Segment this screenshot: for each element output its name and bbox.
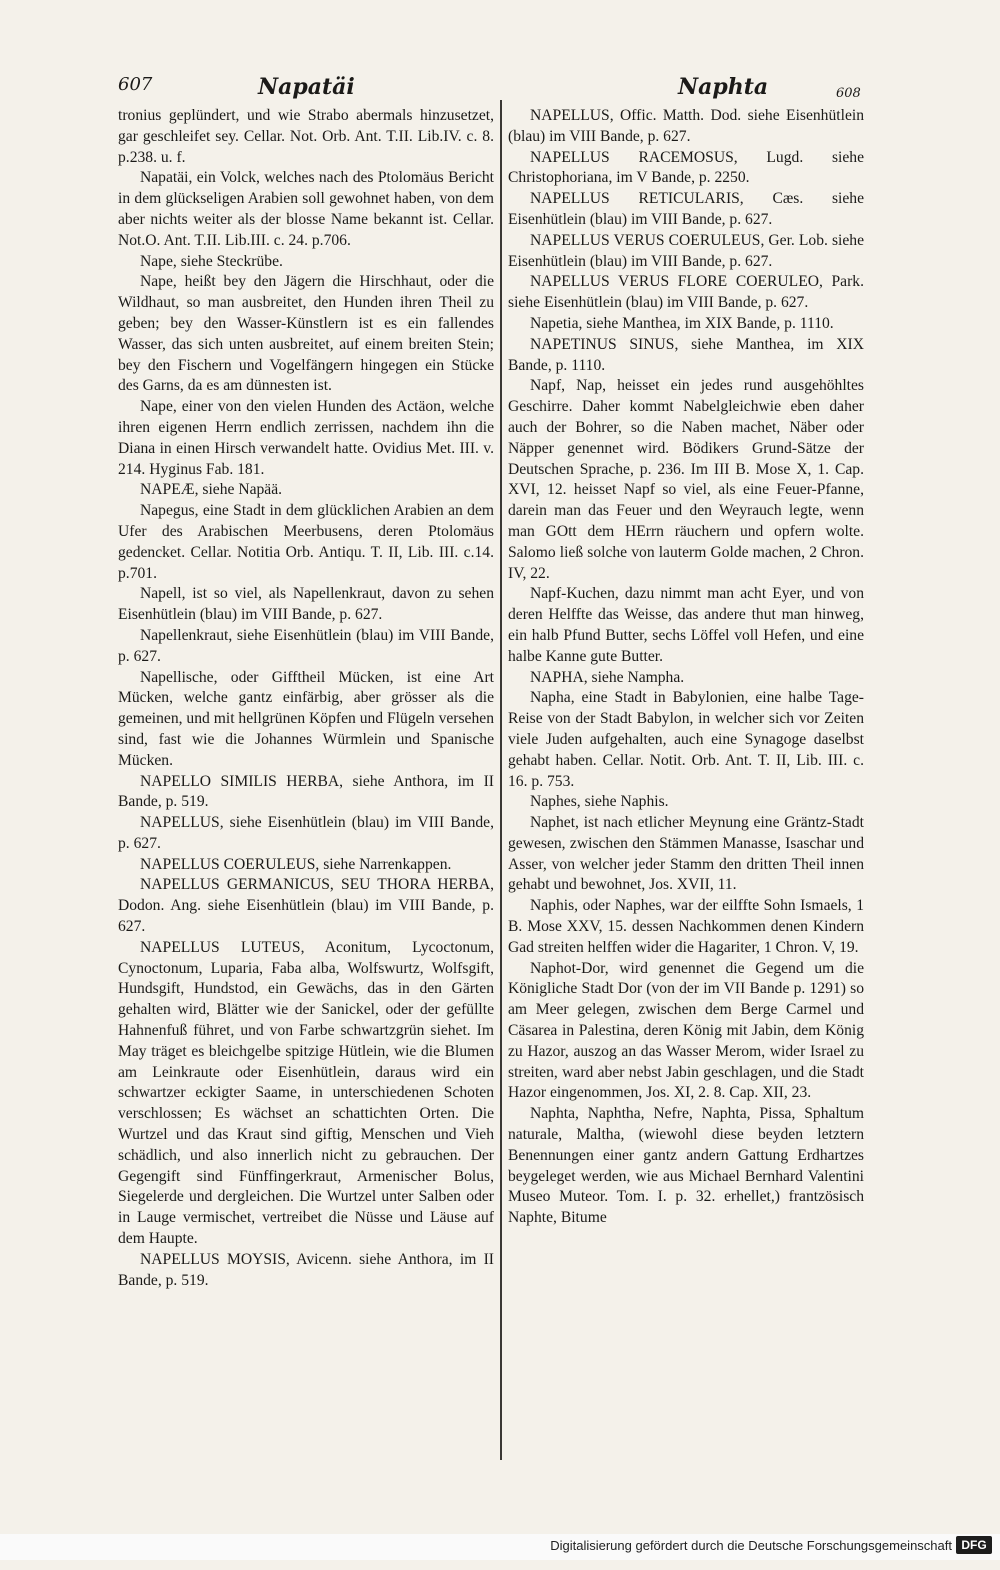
- lexicon-entry: NAPELLUS GERMANICUS, SEU THORA HERBA, Dodon. Ang. siehe Eisenhütlein (blau) im VIII Bande, p. 627.: [118, 876, 494, 936]
- lexicon-entry: Napha, eine Stadt in Babylonien, eine halbe Tage-Reise von der Stadt Babylon, in welcher sich vor Zeiten viele Juden aufgehalten, auch eine Synagoge daselbst gehabt haben. Cellar. Notit. Orb. Ant. T. II, Lib. III. c. 16. p. 753.: [508, 689, 864, 790]
- lexicon-entry: NAPEÆ, siehe Napää.: [140, 481, 283, 499]
- catchword-left: Napatäi: [258, 74, 355, 100]
- right-column: [508, 106, 864, 1466]
- page-number-left: 607: [118, 74, 153, 95]
- funding-notice: Digitalisierung gefördert durch die Deutsche Forschungsgemeinschaft: [550, 1538, 952, 1553]
- lexicon-entry: NAPETINUS SINUS, siehe Manthea, im XIX Bande, p. 1110.: [508, 335, 864, 374]
- lexicon-entry: Napellische, oder Gifftheil Mücken, ist eine Art Mücken, welche gantz einfärbig, aber grösser als die gemeinen, und mit hellgrünen Köpfen und Flügeln versehen sind, fast wie die Johannes Würmlein und Spanische Mücken.: [118, 668, 494, 769]
- lexicon-entry: NAPELLUS VERUS COERULEUS, Ger. Lob. siehe Eisenhütlein (blau) im VIII Bande, p. 627.: [508, 231, 864, 270]
- lexicon-entry: NAPELLUS MOYSIS, Avicenn. siehe Anthora, im II Bande, p. 519.: [118, 1250, 494, 1289]
- lexicon-entry: Napellenkraut, siehe Eisenhütlein (blau) im VIII Bande, p. 627.: [118, 626, 494, 665]
- lexicon-entry: NAPELLUS VERUS FLORE COERULEO, Park. siehe Eisenhütlein (blau) im VIII Bande, p. 627.: [508, 273, 864, 312]
- lexicon-entry: Nape, siehe Steckrübe.: [140, 252, 283, 270]
- lexicon-entry: Nape, heißt bey den Jägern die Hirschhaut, oder die Wildhaut, so man ausbreitet, den Hunden ihren Theil zu geben; bey den Wasser-Künstlern ist es ein fallendes Wasser, das sich unten ausbreitet, auf einem breiten Stein; bey den Fischern und Vogelfängern hingegen ein Stücke des Garns, da es am dünnesten ist.: [118, 273, 494, 395]
- lexicon-entry: NAPELLUS, Offic. Matth. Dod. siehe Eisenhütlein (blau) im VIII Bande, p. 627.: [508, 107, 864, 145]
- lexicon-entry: Naphta, Naphtha, Nefre, Naphta, Pissa, Sphaltum naturale, Maltha, (wiewohl diese beyden letztern Benennungen einer gantz andern Gattung Erdhartzes beygeleget werden, wie aus Michael Bernhard Valentini Museo Muteor. Tom. I. p. 32. erhellet,) frantzösisch Naphte, Bitume: [508, 1105, 864, 1227]
- lexicon-entry: Napf, Nap, heisset ein jedes rund ausgehöhltes Geschirre. Daher kommt Nabelgleichwie eben daher auch der Bohrer, so die Naben machet, Näber oder Näpper genennet wird. Bödikers Grund-Sätze der Deutschen Sprache, p. 236. Im III B. Mose X, 1. Cap. XVI, 12. heisset Napf so viel, als eine Feuer-Pfanne, darein man das Feuer und den Weyrauch legte, wenn man GOtt dem HErrn räuchern und opfern wolte. Salomo ließ solche von lauterm Golde machen, 2 Chron. IV, 22.: [508, 377, 864, 582]
- digitization-footer: [0, 1534, 1000, 1560]
- column-divider: [500, 100, 502, 1460]
- page-number-right: 608: [836, 86, 861, 101]
- lexicon-entry: Naphes, siehe Naphis.: [530, 793, 669, 811]
- lexicon-entry: NAPELLO SIMILIS HERBA, siehe Anthora, im II Bande, p. 519.: [118, 772, 494, 811]
- lexicon-entry: NAPHA, siehe Nampha.: [530, 668, 685, 686]
- lexicon-entry: Napetia, siehe Manthea, im XIX Bande, p. 1110.: [530, 314, 834, 332]
- lexicon-entry: NAPELLUS COERULEUS, siehe Narrenkappen.: [140, 855, 452, 873]
- dfg-logo: DFG: [956, 1536, 992, 1554]
- lexicon-entry: tronius geplündert, und wie Strabo abermals hinzusetzet, gar geschleifet sey. Cellar. Not. Orb. Ant. T.II. Lib.IV. c. 8. p.238. u. f.: [118, 107, 494, 166]
- lexicon-entry: Napatäi, ein Volck, welches nach des Ptolomäus Bericht in dem glückseligen Arabien soll gewohnet haben, von dem aber nichts weiter als der blosse Name bekannt ist. Cellar. Not.O. Ant. T.II. Lib.III. c. 24. p.706.: [118, 169, 494, 249]
- lexicon-entry: NAPELLUS RETICULARIS, Cæs. siehe Eisenhütlein (blau) im VIII Bande, p. 627.: [508, 190, 864, 228]
- lexicon-entry: Naphet, ist nach etlicher Meynung eine Gräntz-Stadt gewesen, zwischen den Stämmen Manasse, Isaschar und Asser, von welcher jeder Stamm den dritten Theil innen gehabt und bewohnet, Jos. XVII, 11.: [508, 814, 864, 894]
- left-column: [118, 106, 494, 1466]
- lexicon-entry: Napegus, eine Stadt in dem glücklichen Arabien an dem Ufer des Arabischen Meerbusens, deren Ptolomäus gedencket. Cellar. Notitia Orb. Antiqu. T. II, Lib. III. c.14. p.701.: [118, 502, 494, 582]
- lexicon-entry: Nape, einer von den vielen Hunden des Actäon, welche ihren eigenen Herrn endlich zerrissen, nachdem ihn die Diana in einen Hirsch verwandelt hatte. Ovidius Met. III. v. 214. Hyginus Fab. 181.: [118, 398, 494, 478]
- lexicon-entry: NAPELLUS RACEMOSUS, Lugd. siehe Christophoriana, im V Bande, p. 2250.: [508, 148, 864, 187]
- lexicon-entry: Napf-Kuchen, dazu nimmt man acht Eyer, und von deren Helffte das Weisse, das andere thut man hinweg, ein halb Pfund Butter, sechs Löffel voll Hefen, und eine halbe Kanne gute Butter.: [508, 585, 864, 665]
- lexicon-entry: Napell, ist so viel, als Napellenkraut, davon zu sehen Eisenhütlein (blau) im VIII Bande, p. 627.: [118, 585, 494, 624]
- catchword-right: Naphta: [678, 74, 769, 100]
- lexicon-entry: NAPELLUS LUTEUS, Aconitum, Lycoctonum, Cynoctonum, Luparia, Faba alba, Wolfswurtz, Wolfsgift, Hundsgift, Hundstod, ein Gewächs, das in den Gärten gehalten wird, Blätter wie der Sanickel, oder der gefüllte Hahnenfuß führet, und von Farbe schwartzgrün siehet. Im May träget es bleichgelbe spitzige Hütlein, wie die Blumen am Leinkraute oder Eisenhütlein, daraus wird ein schwartzer eckigter Saame, in unterschiedenen Schoten verschlossen; Es wächset an schattichten Orten. Die Wurtzel und das Kraut sind giftig, Menschen und Vieh schädlich, und also innerlich nicht zu gebrauchen. Der Gegengift sind Fünffingerkraut, Armenischer Bolus, Siegelerde und dergleichen. Die Wurtzel unter Salben oder in Lauge vermischet, vertreibet die Nüsse und Läuse auf dem Haupte.: [118, 938, 494, 1248]
- lexicon-entry: Naphis, oder Naphes, war der eilffte Sohn Ismaels, 1 B. Mose XXV, 15. dessen Nachkommen denen Kindern Gad streiten helffen wider die Hagariter, 1 Chron. V, 19.: [508, 897, 864, 956]
- lexicon-entry: Naphot-Dor, wird genennet die Gegend um die Königliche Stadt Dor (von der im VII Bande p. 1291) so am Meer gelegen, zwischen dem Berge Carmel und Cäsarea in Palestina, deren König mit Jabin, dem König zu Hazor, auszog an das Wasser Merom, wider Israel zu streiten, ward aber nebst Jabin geschlagen, und die Stadt Hazor eingenommen, Jos. XI, 2. 8. Cap. XII, 23.: [508, 959, 864, 1102]
- lexicon-entry: NAPELLUS, siehe Eisenhütlein (blau) im VIII Bande, p. 627.: [118, 814, 494, 852]
